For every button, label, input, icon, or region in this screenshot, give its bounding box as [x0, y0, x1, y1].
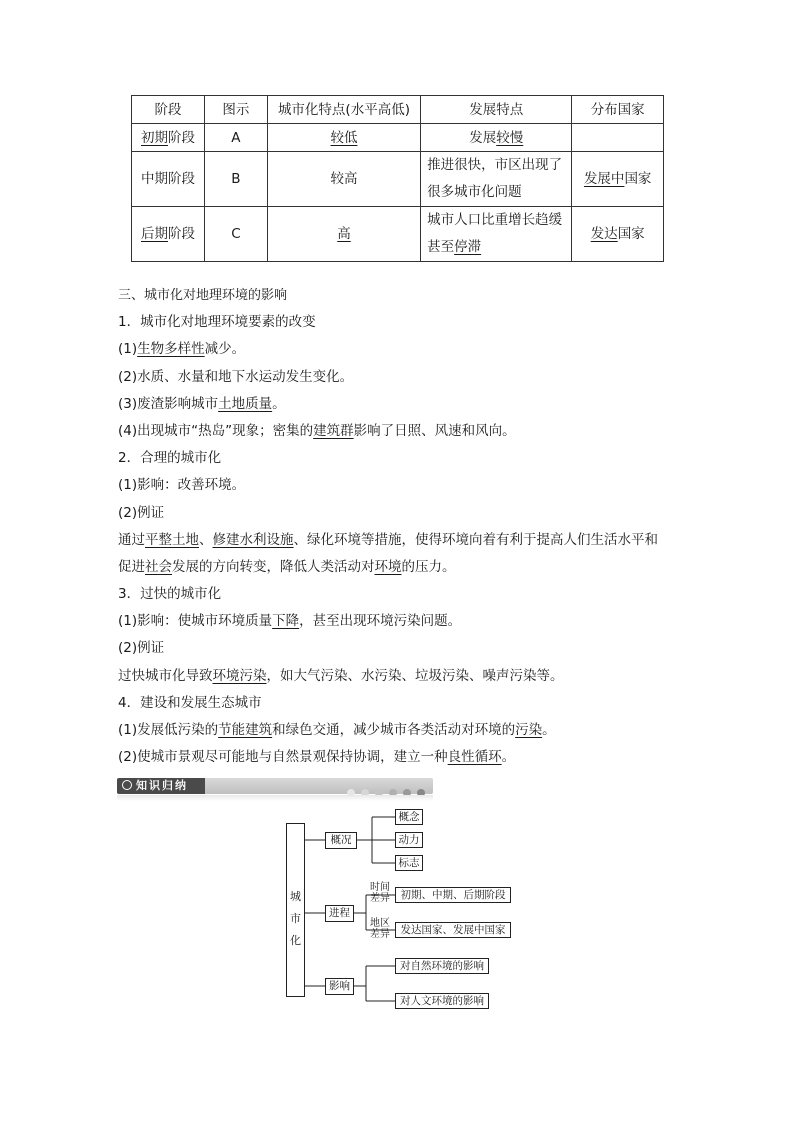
cell-stage: 初期阶段 [132, 124, 205, 152]
mindmap-root: 城市化 [286, 823, 305, 997]
subsection-heading: 1．城市化对地理环境要素的改变 [118, 314, 316, 331]
paragraph: (1)发展低污染的节能建筑和绿色交通，减少城市各类活动对环境的污染。 [118, 722, 556, 738]
banner-label: 知识归纳 [117, 778, 205, 794]
paragraph: (2)水质、水量和地下水运动发生变化。 [118, 368, 354, 385]
paragraph: (1)生物多样性减少。 [118, 341, 246, 358]
cell-feature: 较低 [267, 124, 420, 152]
paragraph: 促进社会发展的方向转变，降低人类活动对环境的压力。 [118, 558, 456, 575]
subsection-heading: 2．合理的城市化 [118, 450, 222, 467]
mindmap-impact-humanity: 对人文环境的影响 [395, 993, 489, 1009]
paragraph: (3)废渣影响城市土地质量。 [118, 395, 286, 412]
paragraph: 过快城市化导致环境污染，如大气污染、水污染、垃圾污染、噪声污染等。 [118, 667, 564, 684]
cell-figure: B [205, 152, 268, 207]
paragraph: (1)影响：使城市环境质量下降，甚至出现环境污染问题。 [118, 613, 462, 630]
paragraph: (2)例证 [118, 640, 165, 657]
paragraph: (2)例证 [118, 504, 165, 521]
cell-development: 城市人口比重增长趋缓 甚至停滞 [421, 207, 572, 262]
mindmap-region-diff-label: 地区差异 [370, 918, 390, 940]
paragraph: (2)使城市景观尽可能地与自然景观保持协调，建立一种良性循环。 [118, 749, 516, 766]
mindmap-impact: 影响 [325, 978, 354, 995]
mindmap-overview-sign: 标志 [395, 855, 423, 871]
mindmap-overview-concept: 概念 [395, 809, 423, 825]
paragraph: (1)影响：改善环境。 [118, 477, 246, 494]
header-stage: 阶段 [132, 96, 205, 124]
paragraph: 通过平整土地、修建水利设施、绿化环境等措施，使得环境向着有利于提高人们生活水平和 [118, 531, 658, 548]
mindmap-process: 进程 [325, 905, 354, 922]
cell-countries: 发展中国家 [572, 152, 664, 207]
header-countries: 分布国家 [572, 96, 664, 124]
header-figure: 图示 [205, 96, 268, 124]
header-feature: 城市化特点(水平高低) [267, 96, 420, 124]
mindmap-overview: 概况 [325, 832, 357, 849]
cell-development: 发展较慢 [421, 124, 572, 152]
header-development: 发展特点 [421, 96, 572, 124]
mindmap-time-diff-label: 时间差异 [370, 882, 390, 904]
mindmap-overview-driver: 动力 [395, 832, 423, 848]
mindmap-time-stages: 初期、中期、后期阶段 [395, 887, 511, 903]
cell-feature: 高 [267, 207, 420, 262]
cell-development: 推进很快，市区出现了 很多城市化问题 [421, 152, 572, 207]
cell-stage: 中期阶段 [132, 152, 205, 207]
subsection-heading: 3．过快的城市化 [118, 586, 222, 603]
paragraph: (4)出现城市“热岛”现象；密集的建筑群影响了日照、风速和风向。 [118, 422, 516, 439]
mindmap-impact-nature: 对自然环境的影响 [395, 958, 489, 974]
mindmap-region-countries: 发达国家、发展中国家 [395, 922, 511, 938]
cell-figure: A [205, 124, 268, 152]
cell-feature: 较高 [267, 152, 420, 207]
cell-figure: C [205, 207, 268, 262]
cell-countries: 发达国家 [572, 207, 664, 262]
section-title: 三、城市化对地理环境的影响 [118, 288, 288, 303]
cell-stage: 后期阶段 [132, 207, 205, 262]
subsection-heading: 4．建设和发展生态城市 [118, 694, 262, 711]
